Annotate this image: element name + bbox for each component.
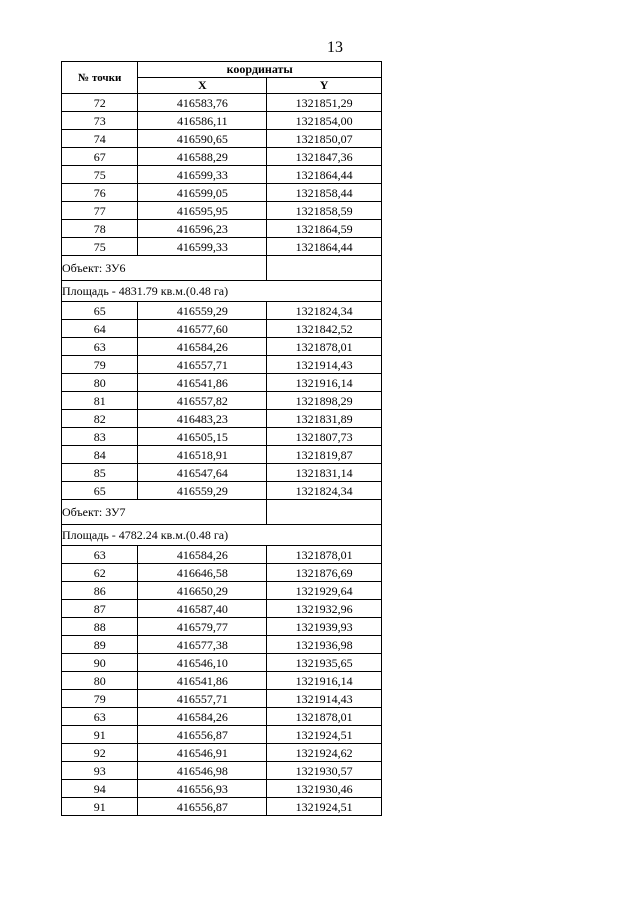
point-number-cell: 94 [62, 780, 138, 798]
y-coordinate-cell: 1321831,14 [267, 464, 382, 482]
point-number-cell: 91 [62, 798, 138, 816]
table-row [62, 94, 382, 112]
x-coordinate-cell: 416646,58 [138, 564, 267, 582]
table-row [62, 636, 382, 654]
table-row [62, 148, 382, 166]
y-coordinate-cell: 1321824,34 [267, 482, 382, 500]
object-row [62, 500, 382, 525]
table-header [62, 62, 382, 94]
x-coordinate-cell: 416586,11 [138, 112, 267, 130]
x-coordinate-cell: 416541,86 [138, 672, 267, 690]
point-number-cell: 80 [62, 672, 138, 690]
area-row [62, 281, 382, 302]
y-coordinate-cell: 1321916,14 [267, 672, 382, 690]
y-coordinate-cell: 1321851,29 [267, 94, 382, 112]
table-row [62, 600, 382, 618]
y-coordinate-cell: 1321807,73 [267, 428, 382, 446]
y-coordinate-cell: 1321878,01 [267, 338, 382, 356]
point-number-cell: 64 [62, 320, 138, 338]
table-row [62, 302, 382, 320]
x-coordinate-cell: 416556,87 [138, 726, 267, 744]
header-x: X [138, 78, 267, 94]
y-coordinate-cell: 1321935,65 [267, 654, 382, 672]
table-row [62, 238, 382, 256]
point-number-cell: 84 [62, 446, 138, 464]
point-number-cell: 72 [62, 94, 138, 112]
table-row [62, 220, 382, 238]
table-body [62, 94, 382, 816]
x-coordinate-cell: 416587,40 [138, 600, 267, 618]
area-label: Площадь - 4831.79 кв.м.(0.48 га) [62, 281, 382, 302]
point-number-cell: 91 [62, 726, 138, 744]
table-row [62, 726, 382, 744]
table-row [62, 166, 382, 184]
table-row [62, 184, 382, 202]
y-coordinate-cell: 1321847,36 [267, 148, 382, 166]
table-row [62, 654, 382, 672]
area-row [62, 525, 382, 546]
point-number-cell: 85 [62, 464, 138, 482]
y-coordinate-cell: 1321924,51 [267, 726, 382, 744]
y-coordinate-cell: 1321858,59 [267, 202, 382, 220]
x-coordinate-cell: 416556,93 [138, 780, 267, 798]
point-number-cell: 62 [62, 564, 138, 582]
header-y: Y [267, 78, 382, 94]
point-number-cell: 79 [62, 690, 138, 708]
y-coordinate-cell: 1321850,07 [267, 130, 382, 148]
area-label: Площадь - 4782.24 кв.м.(0.48 га) [62, 525, 382, 546]
y-coordinate-cell: 1321824,34 [267, 302, 382, 320]
table-row [62, 690, 382, 708]
x-coordinate-cell: 416546,91 [138, 744, 267, 762]
point-number-cell: 93 [62, 762, 138, 780]
x-coordinate-cell: 416577,60 [138, 320, 267, 338]
point-number-cell: 86 [62, 582, 138, 600]
y-coordinate-cell: 1321876,69 [267, 564, 382, 582]
x-coordinate-cell: 416596,23 [138, 220, 267, 238]
table-row [62, 780, 382, 798]
y-coordinate-cell: 1321854,00 [267, 112, 382, 130]
y-coordinate-cell: 1321864,44 [267, 238, 382, 256]
y-coordinate-cell: 1321878,01 [267, 708, 382, 726]
x-coordinate-cell: 416557,71 [138, 690, 267, 708]
empty-cell [267, 256, 382, 281]
header-point-number: № точки [62, 62, 138, 94]
x-coordinate-cell: 416518,91 [138, 446, 267, 464]
point-number-cell: 67 [62, 148, 138, 166]
point-number-cell: 87 [62, 600, 138, 618]
table-row [62, 546, 382, 564]
point-number-cell: 74 [62, 130, 138, 148]
page-number: 13 [327, 39, 343, 56]
y-coordinate-cell: 1321930,57 [267, 762, 382, 780]
table-row [62, 446, 382, 464]
x-coordinate-cell: 416584,26 [138, 546, 267, 564]
y-coordinate-cell: 1321898,29 [267, 392, 382, 410]
y-coordinate-cell: 1321924,51 [267, 798, 382, 816]
table-row [62, 464, 382, 482]
object-label: Объект: ЗУ7 [62, 500, 267, 525]
table-row [62, 392, 382, 410]
point-number-cell: 63 [62, 338, 138, 356]
x-coordinate-cell: 416588,29 [138, 148, 267, 166]
object-row [62, 256, 382, 281]
y-coordinate-cell: 1321831,89 [267, 410, 382, 428]
x-coordinate-cell: 416599,33 [138, 238, 267, 256]
point-number-cell: 76 [62, 184, 138, 202]
x-coordinate-cell: 416557,82 [138, 392, 267, 410]
table-row [62, 708, 382, 726]
point-number-cell: 65 [62, 302, 138, 320]
x-coordinate-cell: 416599,05 [138, 184, 267, 202]
x-coordinate-cell: 416546,10 [138, 654, 267, 672]
table-row [62, 374, 382, 392]
x-coordinate-cell: 416559,29 [138, 482, 267, 500]
x-coordinate-cell: 416483,23 [138, 410, 267, 428]
table-row [62, 338, 382, 356]
table-row [62, 672, 382, 690]
y-coordinate-cell: 1321924,62 [267, 744, 382, 762]
x-coordinate-cell: 416579,77 [138, 618, 267, 636]
x-coordinate-cell: 416546,98 [138, 762, 267, 780]
y-coordinate-cell: 1321864,44 [267, 166, 382, 184]
y-coordinate-cell: 1321864,59 [267, 220, 382, 238]
y-coordinate-cell: 1321916,14 [267, 374, 382, 392]
y-coordinate-cell: 1321819,87 [267, 446, 382, 464]
table-row [62, 320, 382, 338]
x-coordinate-cell: 416595,95 [138, 202, 267, 220]
point-number-cell: 82 [62, 410, 138, 428]
table-row [62, 744, 382, 762]
point-number-cell: 75 [62, 166, 138, 184]
point-number-cell: 78 [62, 220, 138, 238]
empty-cell [267, 500, 382, 525]
table-row [62, 428, 382, 446]
point-number-cell: 79 [62, 356, 138, 374]
table-row [62, 482, 382, 500]
point-number-cell: 63 [62, 546, 138, 564]
table-row [62, 798, 382, 816]
point-number-cell: 65 [62, 482, 138, 500]
header-coordinates: координаты [138, 62, 382, 78]
y-coordinate-cell: 1321842,52 [267, 320, 382, 338]
x-coordinate-cell: 416584,26 [138, 708, 267, 726]
point-number-cell: 92 [62, 744, 138, 762]
x-coordinate-cell: 416557,71 [138, 356, 267, 374]
point-number-cell: 81 [62, 392, 138, 410]
x-coordinate-cell: 416583,76 [138, 94, 267, 112]
y-coordinate-cell: 1321932,96 [267, 600, 382, 618]
table-row [62, 356, 382, 374]
x-coordinate-cell: 416547,64 [138, 464, 267, 482]
point-number-cell: 90 [62, 654, 138, 672]
x-coordinate-cell: 416590,65 [138, 130, 267, 148]
y-coordinate-cell: 1321936,98 [267, 636, 382, 654]
table-row [62, 202, 382, 220]
point-number-cell: 89 [62, 636, 138, 654]
object-label: Объект: ЗУ6 [62, 256, 267, 281]
y-coordinate-cell: 1321914,43 [267, 690, 382, 708]
x-coordinate-cell: 416577,38 [138, 636, 267, 654]
point-number-cell: 83 [62, 428, 138, 446]
x-coordinate-cell: 416559,29 [138, 302, 267, 320]
y-coordinate-cell: 1321878,01 [267, 546, 382, 564]
y-coordinate-cell: 1321930,46 [267, 780, 382, 798]
table-row [62, 582, 382, 600]
y-coordinate-cell: 1321929,64 [267, 582, 382, 600]
table-row [62, 762, 382, 780]
point-number-cell: 63 [62, 708, 138, 726]
y-coordinate-cell: 1321858,44 [267, 184, 382, 202]
table-row [62, 410, 382, 428]
point-number-cell: 75 [62, 238, 138, 256]
point-number-cell: 80 [62, 374, 138, 392]
table-row [62, 618, 382, 636]
y-coordinate-cell: 1321939,93 [267, 618, 382, 636]
x-coordinate-cell: 416556,87 [138, 798, 267, 816]
y-coordinate-cell: 1321914,43 [267, 356, 382, 374]
x-coordinate-cell: 416599,33 [138, 166, 267, 184]
x-coordinate-cell: 416505,15 [138, 428, 267, 446]
coordinates-table [61, 61, 382, 816]
x-coordinate-cell: 416650,29 [138, 582, 267, 600]
point-number-cell: 73 [62, 112, 138, 130]
x-coordinate-cell: 416541,86 [138, 374, 267, 392]
x-coordinate-cell: 416584,26 [138, 338, 267, 356]
table-row [62, 564, 382, 582]
table-row [62, 112, 382, 130]
point-number-cell: 88 [62, 618, 138, 636]
point-number-cell: 77 [62, 202, 138, 220]
table-row [62, 130, 382, 148]
